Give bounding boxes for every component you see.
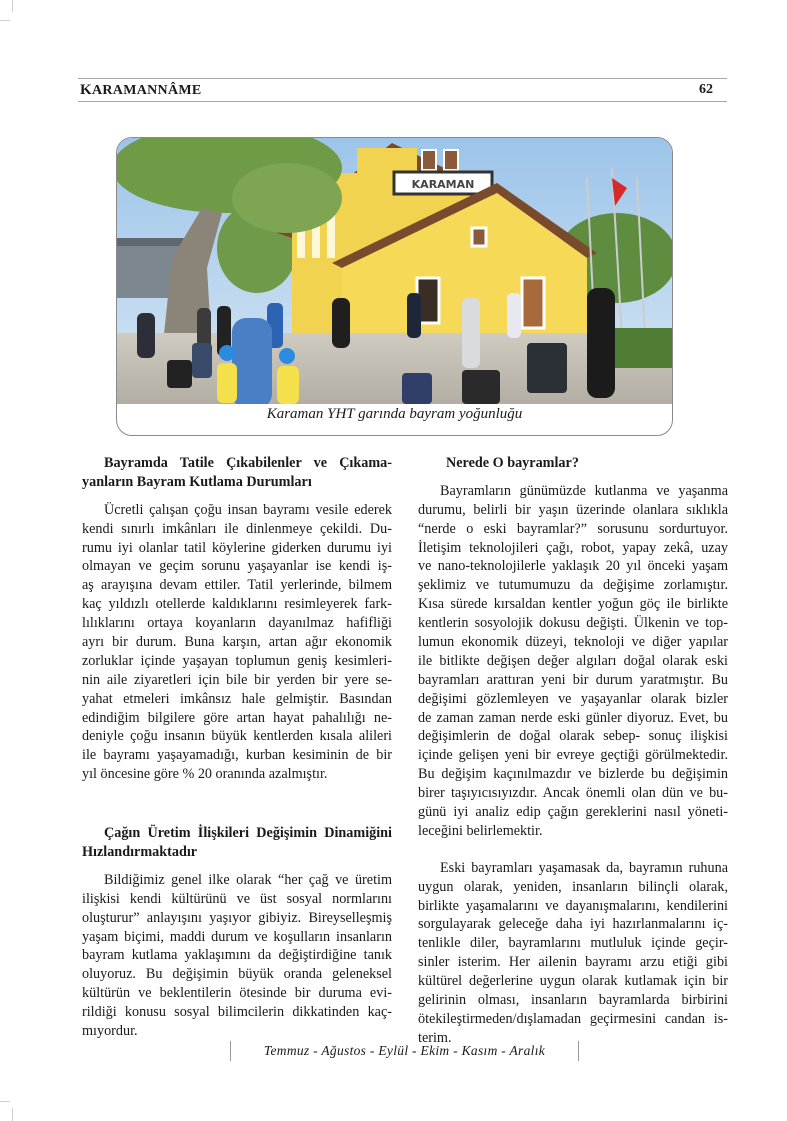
text-line: gelirinin olması, insanların bayramlarda birbirini [418, 992, 728, 1009]
footer [230, 1041, 579, 1061]
paragraph [418, 859, 728, 1048]
running-header [78, 78, 727, 102]
text-line: rumu iyi olanlar tatil köylerine giderken durumu iyi [82, 539, 392, 556]
text-line: günü iyi analiz edip çağın gereklerini nasıl yöneti- [418, 804, 728, 821]
crop-mark [0, 1101, 10, 1102]
text-line: kentlerin sosyolojik dokusu değişti. Ülkenin ve top- [418, 615, 728, 632]
text-line: ötekileştirmeden/dışlamadan geçirmesini candan is- [418, 1010, 728, 1027]
text-line: bayram kutlama yaklaşımını da değiştirdiğine tanık [82, 947, 392, 964]
crop-mark [0, 20, 10, 21]
section-heading [82, 454, 392, 492]
window [422, 150, 436, 170]
crop-mark [12, 0, 13, 12]
text-line: nin aile ziyaretleri için bile bir yerden bir yere se- [82, 671, 392, 688]
crop-mark [12, 1108, 13, 1121]
text-line: oluşturur” anlayışını yaşıyor gibiyiz. Bireyselleşmiş [82, 909, 392, 926]
text-line: Bildiğimiz genel ilke olarak “her çağ ve üretim [104, 871, 392, 888]
text-line: durumu, belirli bir yaşın üzerinde olanlara sıklıkla [418, 501, 728, 518]
page-number: 62 [699, 82, 713, 97]
text-line: Eski bayramları yaşamasak da, bayramın ruhuna [440, 859, 728, 876]
text-line: sinler isterim. Her ailenin bayramı arzu etiği gibi [418, 954, 728, 971]
title-initial: K [80, 82, 92, 98]
text-line: edindiğim bilgilere göre artan hayat pahalılığı ne- [82, 709, 392, 726]
paragraph [418, 482, 728, 841]
station-photo-illustration [117, 138, 672, 404]
text-line: yıl öncesine göre % 20 oranında azalmıştır. [82, 766, 328, 783]
text-line: kültürel değerlerine uygun olarak kutlamak için bir [418, 973, 728, 990]
text-line: “nerde o eski bayramlar?” sorusunu sordurtuyor. [418, 520, 728, 537]
station-photo [117, 138, 672, 404]
station-sign-text: KARAMAN [411, 178, 475, 191]
text-line: olmayan ve geçim sorunu yaşayanlar ise kendi iş- [82, 558, 392, 575]
text-line: şeklimiz ve tutumumuzu da değişime zorlamıştır. [418, 577, 728, 594]
text-line: leceğini belirlemektir. [418, 822, 543, 839]
section-heading [418, 454, 728, 473]
text-line: rildiği konusu sosyal bilimcilerin dikkatinden kaç- [82, 1004, 392, 1021]
text-line: ilişkisi kendi kültürünü ve üst sosyal normlarını [82, 890, 392, 907]
text-line: bayramları arattıran yeni bir durum yaratmıştır. Bu [418, 671, 728, 688]
heading-line: Bayramda Tatile Çıkabilenler ve Çıkama- [104, 455, 392, 471]
text-line: Bayramların günümüzde kutlanma ve yaşanma [440, 482, 728, 499]
text-line: yaşam biçimi, maddi durum ve koşulların insanların [82, 928, 392, 945]
text-line: ve nano-teknolojilerle yaklaşık 20 yıl önceki yaşam [418, 558, 728, 575]
text-line: lumun ekonomik düzeyi, teknoloji ve diğer yapılar [418, 634, 728, 651]
heading-line: Çağın Üretim İlişkileri Değişimin Dinamiğini [104, 825, 392, 842]
text-line: ile bitlikte değişen değer algıları doğal olarak eski [418, 652, 728, 669]
text-line: zorluklar içinde yaşayan toplumun geniş kesimleri- [82, 652, 392, 669]
text-line: terim. [418, 1029, 452, 1046]
text-line: mıyordur. [82, 1023, 138, 1040]
heading-line: yanların Bayram Kutlama Durumları [82, 473, 312, 490]
text-line: birer taşıyıcısıyızdır. Ancak önemli olan dün ve bu- [418, 785, 728, 802]
right-column [418, 454, 728, 1048]
door [522, 278, 544, 328]
text-line: kaç yıldızlı otellerde kaldıklarını resimleyerek fark- [82, 596, 392, 613]
photo-figure [116, 137, 673, 436]
text-line: birlikte yaşamalarını ve dayanışmalarını, kendilerini [418, 897, 728, 914]
text-line: sorgulayarak geleceğe daha iyi hazırlanmalarını iç- [418, 916, 728, 933]
heading-line: Hızlandırmaktadır [82, 844, 198, 861]
text-line: İletişim teknolojileri çağı, robot, yapay zekâ, uzay [418, 539, 728, 556]
footer-divider [578, 1041, 579, 1061]
text-line: yahat etmeleri imkânsız hale gelmiştir. Basından [82, 690, 392, 707]
text-line: lılıklarını ortaya koyanların dayanılmaz hafifliği [82, 615, 392, 632]
text-line: değişimlerin de doğal olarak sebep- sonuç ilişkisi [418, 728, 728, 745]
paragraph [82, 501, 392, 784]
publication-title [80, 82, 202, 99]
text-line: Ücretli çalışan çoğu insan bayramı vesile ederek [104, 501, 392, 518]
window [444, 150, 458, 170]
text-line: içinde gelişen yeni bir evreye geçtiği görülmektedir. [418, 747, 728, 764]
text-line: uygun olarak, yeniden, insanların bilinçli olarak, [418, 878, 728, 895]
text-line: de zaman zaman nerde eski günler diyoruz. Evet, bu [418, 709, 728, 726]
text-line: oluyoruz. Bu değişimin büyük oranda geleneksel [82, 966, 392, 983]
text-line: ayrı bir durum. Buna karşın, artan ağır ekonomik [82, 634, 392, 651]
text-line: aş arayışına devam ettiler. Tatil yerlerinde, bilmem [82, 577, 392, 594]
title-rest: ARAMANNÂME [91, 83, 202, 98]
text-line: kendi sınırlı imkânları ile dinlenmeye çekildi. Du- [82, 520, 392, 537]
heading-line: Nerede O bayramlar? [446, 455, 579, 471]
text-line: Bu değişim kaçınılmazdır ve bizlerde bu değişimin [418, 766, 728, 783]
paragraph [82, 871, 392, 1041]
window [472, 228, 486, 246]
section-heading [82, 824, 392, 862]
text-line: ile bayramı yaşayamadığı, kurban kesiminin de bir [82, 747, 392, 764]
text-line: tenlikle diler, bayramlarını mutluluk içinde geçir- [418, 935, 728, 952]
left-column [82, 454, 392, 1041]
footer-months: Temmuz - Ağustos - Eylül - Ekim - Kasım - Aralık [263, 1043, 546, 1058]
text-line: değişimi gözlemleyen ve yaşayanlar olarak bizler [418, 690, 728, 707]
text-line: Kısa sürede kırsaldan kentler yoğun göç ile birlikte [418, 596, 728, 613]
text-line: kültürün ve beklentilerin ötesinde bir duruma evi- [82, 985, 392, 1002]
figure-caption: Karaman YHT garında bayram yoğunluğu [266, 406, 523, 422]
text-line: deniyle çoğu insanın büyük kentlerden kısala alileri [82, 728, 392, 745]
